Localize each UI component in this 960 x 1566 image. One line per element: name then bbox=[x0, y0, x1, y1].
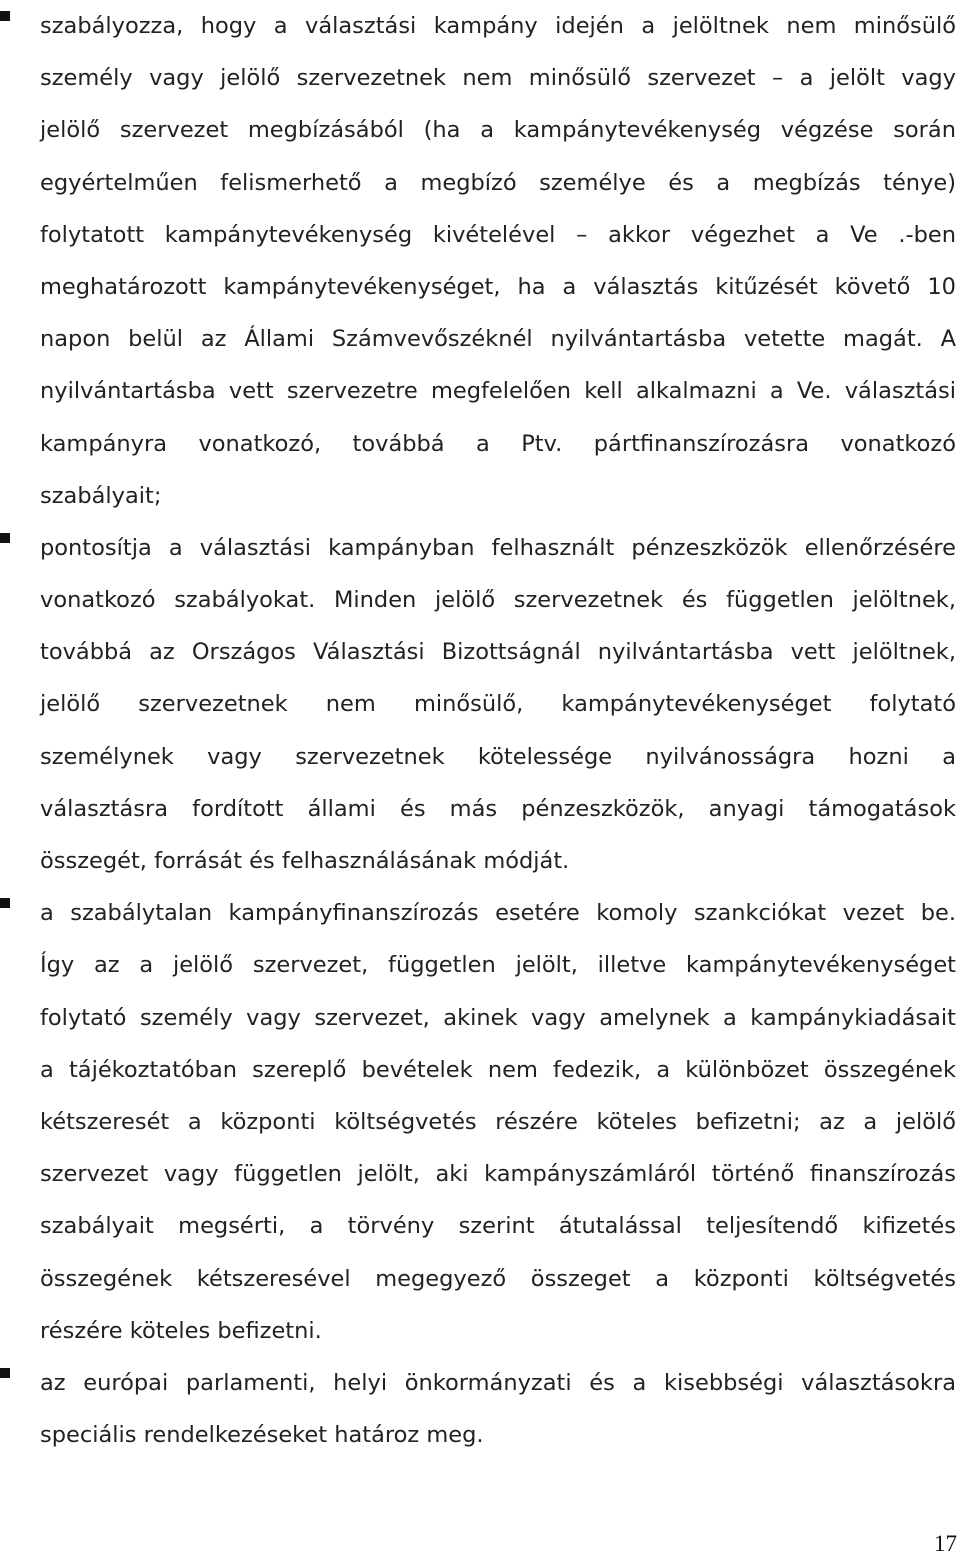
text-line: napon belül az Állami Számvevőszéknél nyilvántartásba vetette magát. A bbox=[40, 326, 956, 353]
text-line: nyilvántartásba vett szervezetre megfelelően kell alkalmazni a Ve. választási bbox=[40, 378, 956, 405]
bullet-item-3 bbox=[0, 887, 960, 1357]
text-line: részére köteles befizetni. bbox=[40, 1317, 322, 1344]
text-line: folytató személy vagy szervezet, akinek vagy amelynek a kampánykiadásait bbox=[40, 1004, 956, 1031]
page-number: 17 bbox=[934, 1531, 957, 1556]
bullet-item-1 bbox=[0, 0, 960, 522]
square-bullet-icon bbox=[0, 1368, 10, 1378]
text-line: szervezet vagy független jelölt, aki kampányszámláról történő finanszírozás bbox=[40, 1161, 956, 1188]
text-line: Így az a jelölő szervezet, független jelölt, illetve kampánytevékenységet bbox=[40, 952, 956, 979]
text-line: összegét, forrását és felhasználásának módját. bbox=[40, 848, 570, 874]
text-line: speciális rendelkezéseket határoz meg. bbox=[40, 1422, 484, 1449]
bullet-item-4 bbox=[0, 1357, 960, 1461]
text-line: kampányra vonatkozó, továbbá a Ptv. pártfinanszírozásra vonatkozó bbox=[40, 430, 956, 457]
text-line: személy vagy jelölő szervezetnek nem minősülő szervezet – a jelölt vagy bbox=[40, 65, 956, 92]
square-bullet-icon bbox=[0, 898, 10, 908]
text-line: személynek vagy szervezetnek kötelessége nyilvánosságra hozni a bbox=[40, 743, 956, 770]
text-line: összegének kétszeresével megegyező összeget a központi költségvetés bbox=[40, 1265, 956, 1292]
text-line: a szabálytalan kampányfinanszírozás esetére komoly szankciókat vezet be. bbox=[40, 900, 956, 927]
text-line: jelölő szervezetnek nem minősülő, kampánytevékenységet folytató bbox=[40, 691, 956, 718]
text-line: kétszeresét a központi költségvetés részére köteles befizetni; az a jelölő bbox=[40, 1108, 956, 1135]
text-line: folytatott kampánytevékenység kivételével – akkor végezhet a Ve .-ben bbox=[40, 221, 956, 248]
text-line: szabályozza, hogy a választási kampány idején a jelöltnek nem minősülő bbox=[40, 13, 956, 39]
text-line: pontosítja a választási kampányban felhasznált pénzeszközök ellenőrzésére bbox=[40, 534, 956, 561]
text-line: a tájékoztatóban szereplő bevételek nem fedezik, a különbözet összegének bbox=[40, 1056, 956, 1083]
text-line: vonatkozó szabályokat. Minden jelölő szervezetnek és független jelöltnek, bbox=[40, 587, 956, 614]
text-line: egyértelműen felismerhető a megbízó személye és a megbízás ténye) bbox=[40, 169, 956, 196]
text-line: szabályait; bbox=[40, 482, 162, 509]
text-line: jelölő szervezet megbízásából (ha a kampánytevékenység végzése során bbox=[40, 117, 956, 144]
bullet-item-2 bbox=[0, 522, 960, 887]
square-bullet-icon bbox=[0, 533, 10, 543]
text-line: választásra fordított állami és más pénzeszközök, anyagi támogatások bbox=[40, 795, 956, 822]
text-line: továbbá az Országos Választási Bizottságnál nyilvántartásba vett jelöltnek, bbox=[40, 639, 956, 666]
text-line: meghatározott kampánytevékenységet, ha a választás kitűzését követő 10 bbox=[40, 273, 956, 300]
text-line: szabályait megsérti, a törvény szerint átutalással teljesítendő kifizetés bbox=[40, 1213, 956, 1240]
text-line: az európai parlamenti, helyi önkormányzati és a kisebbségi választásokra bbox=[40, 1369, 956, 1396]
square-bullet-icon bbox=[0, 11, 10, 21]
